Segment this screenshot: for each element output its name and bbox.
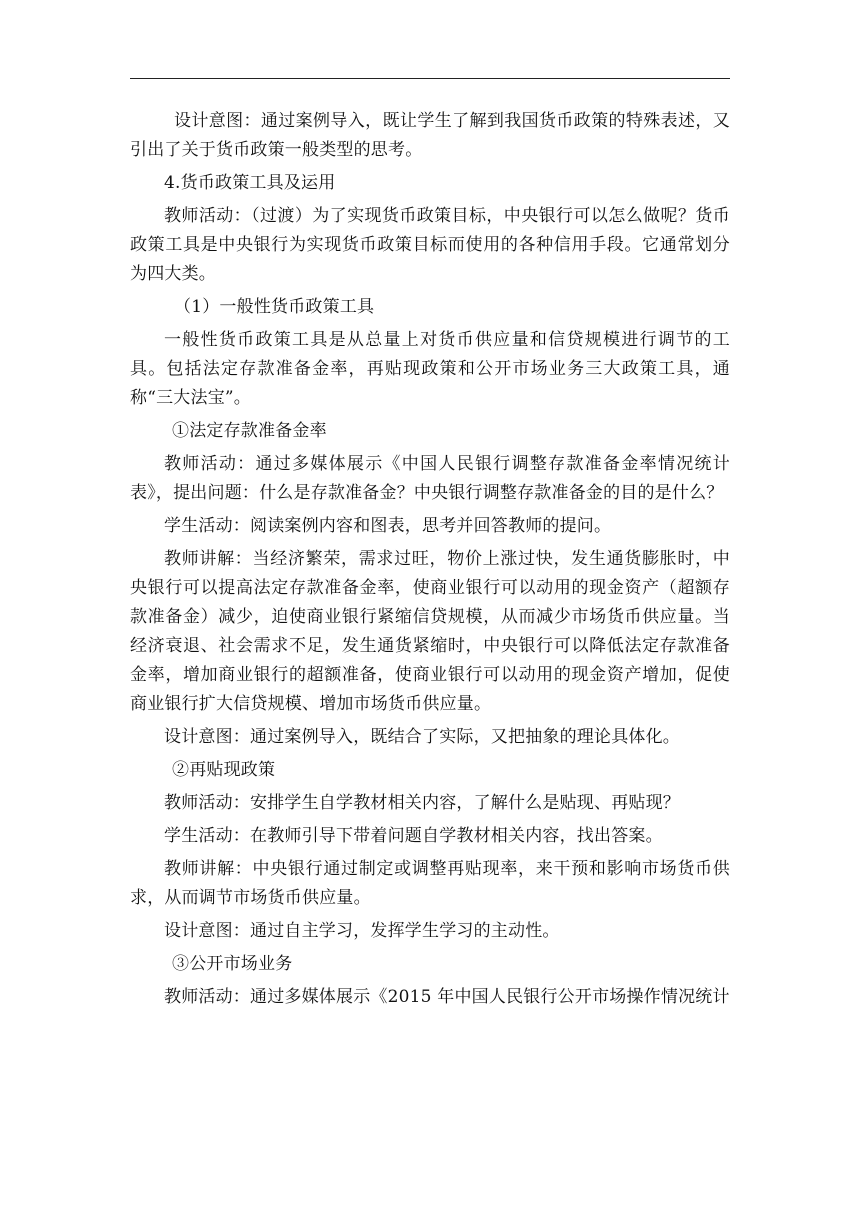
teacher-explanation-paragraph-1: 教师讲解：当经济繁荣，需求过旺，物价上涨过快，发生通货膨胀时，中央银行可以提高法定存款准备金率，使商业银行可以动用的现金资产（超额存款准备金）减少，迫使商业银行紧缩信贷规模，从而减少市场货币供应量。当经济衰退、社会需求不足，发生通货紧缩时，中央银行可以降低法定存款准备金率，增加商业银行的超额准备，使商业银行可以动用的现金资产增加，促使商业银行扩大信贷规模、增加市场货币供应量。 bbox=[130, 549, 730, 714]
heading-reserve-ratio: ①法定存款准备金率 bbox=[172, 421, 327, 441]
student-activity-paragraph-2: 学生活动：在教师引导下带着问题自学教材相关内容，找出答案。 bbox=[164, 826, 663, 846]
section-heading-monetary-tools: 4.货币政策工具及运用 bbox=[164, 173, 336, 193]
teacher-activity-paragraph-2: 教师活动：通过多媒体展示《中国人民银行调整存款准备金率情况统计表》，提出问题：什么是存款准备金？中央银行调整存款准备金的目的是什么？ bbox=[130, 454, 730, 503]
design-intent-paragraph-2: 设计意图：通过案例导入，既结合了实际，又把抽象的理论具体化。 bbox=[164, 727, 680, 747]
heading-rediscount-policy: ②再贴现政策 bbox=[172, 760, 276, 780]
general-tools-paragraph: 一般性货币政策工具是从总量上对货币供应量和信贷规模进行调节的工具。包括法定存款准备金率，再贴现政策和公开市场业务三大政策工具，通称“三大法宝”。 bbox=[130, 330, 730, 408]
design-intent-paragraph-3: 设计意图：通过自主学习，发挥学生学习的主动性。 bbox=[164, 921, 560, 941]
document-body bbox=[130, 107, 730, 1012]
teacher-activity-paragraph-1: 教师活动：（过渡）为了实现货币政策目标，中央银行可以怎么做呢？货币政策工具是中央银行为实现货币政策目标而使用的各种信用手段。它通常划分为四大类。 bbox=[130, 206, 730, 284]
teacher-explanation-paragraph-2: 教师讲解：中央银行通过制定或调整再贴现率，来干预和影响市场货币供求，从而调节市场货币供应量。 bbox=[130, 859, 730, 908]
header-divider bbox=[130, 78, 730, 79]
subsection-heading-general-tools: （1）一般性货币政策工具 bbox=[174, 297, 375, 317]
teacher-activity-paragraph-3: 教师活动：安排学生自学教材相关内容，了解什么是贴现、再贴现？ bbox=[164, 793, 680, 813]
heading-open-market: ③公开市场业务 bbox=[172, 954, 293, 974]
teacher-activity-paragraph-4: 教师活动：通过多媒体展示《2015 年中国人民银行公开市场操作情况统计 bbox=[164, 987, 730, 1007]
design-intent-paragraph-1: 设计意图：通过案例导入，既让学生了解到我国货币政策的特殊表述，又引出了关于货币政策一般类型的思考。 bbox=[130, 111, 730, 160]
student-activity-paragraph-1: 学生活动：阅读案例内容和图表，思考并回答教师的提问。 bbox=[164, 516, 612, 536]
